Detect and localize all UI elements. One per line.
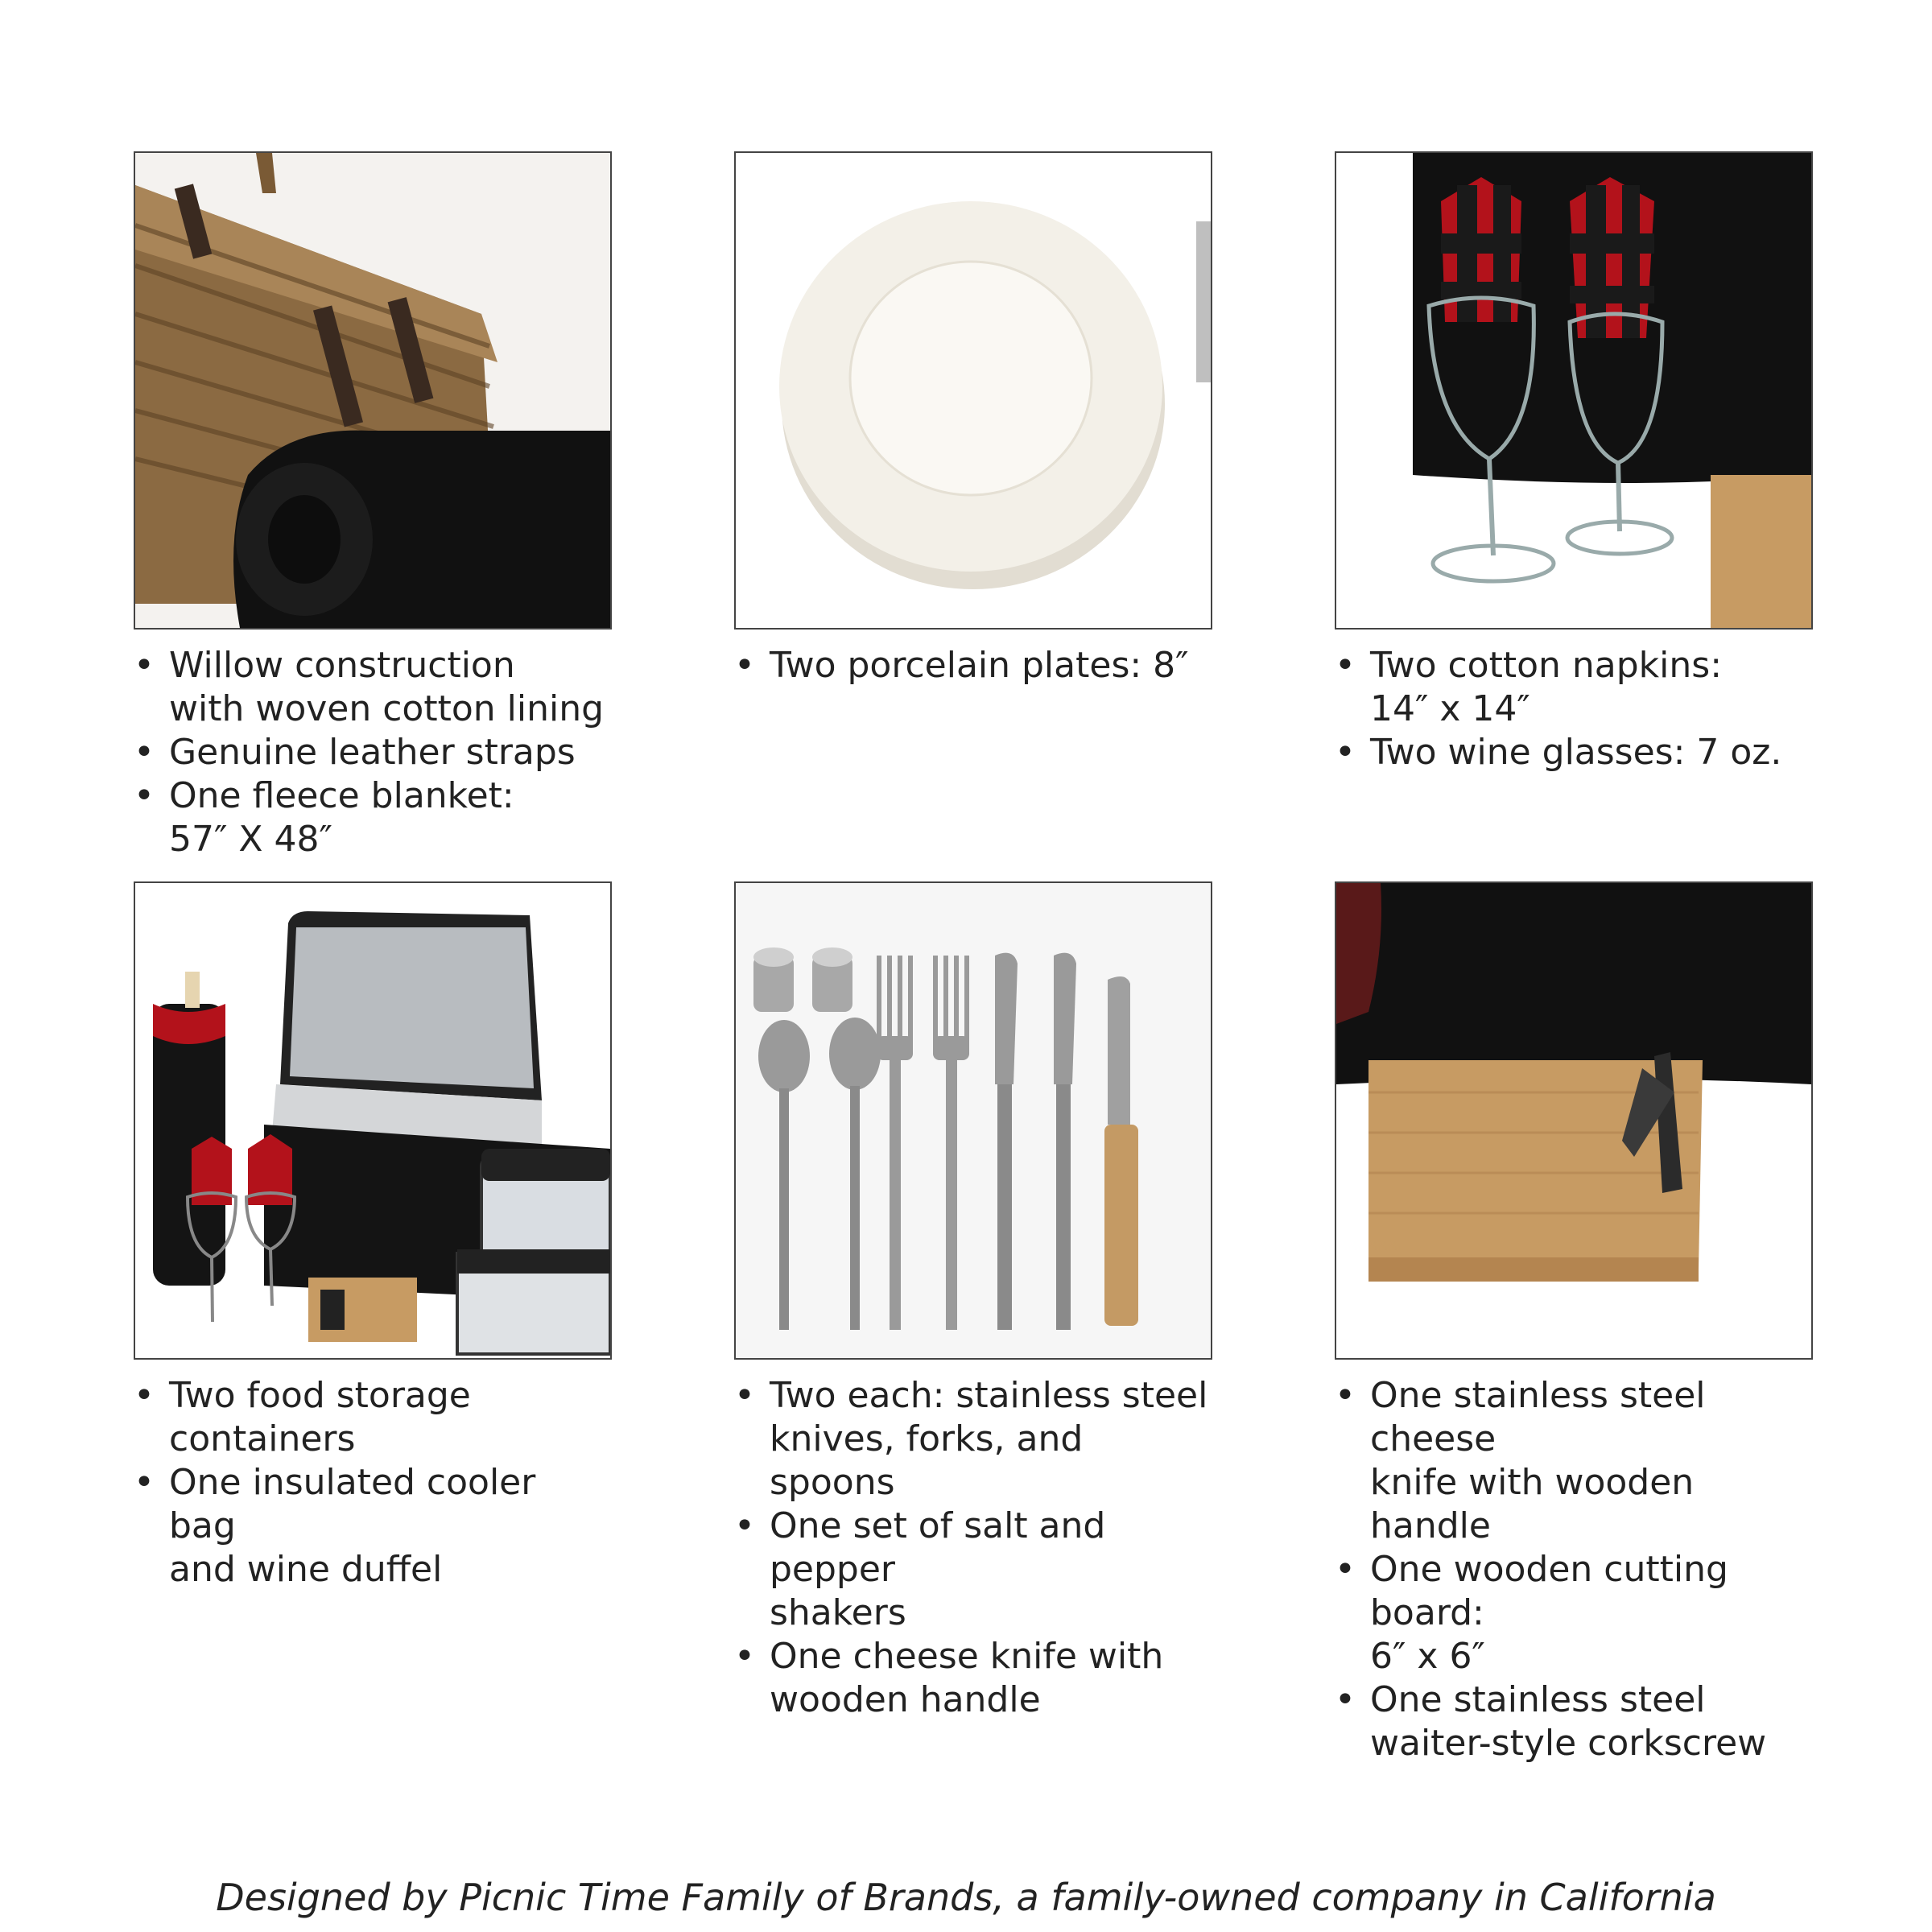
cooler-bag-icon — [135, 883, 610, 1358]
feature-item: • One wooden cutting board: 6″ x 6″ — [1335, 1548, 1811, 1678]
feature-item: • Two each: stainless steel knives, forks, and spoons — [734, 1374, 1211, 1505]
feature-item: • One set of salt and pepper shakers — [734, 1505, 1211, 1635]
feature-item: • Willow construction with woven cotton lining — [134, 644, 610, 731]
feature-list — [134, 1374, 610, 1591]
board-photo — [1335, 881, 1813, 1360]
feature-item: • Two porcelain plates: 8″ — [734, 644, 1211, 687]
feature-item: • One stainless steel waiter-style corkscrew — [1335, 1678, 1811, 1765]
cutlery-photo — [734, 881, 1212, 1360]
picnic-basket-icon — [135, 153, 610, 628]
plates-icon — [736, 153, 1211, 628]
feature-list — [734, 644, 1211, 687]
feature-item: • One fleece blanket: 57″ X 48″ — [134, 774, 610, 861]
feature-item: • Two food storage containers — [134, 1374, 610, 1461]
cutlery-icon — [736, 883, 1211, 1358]
product-panel-glasses — [1335, 151, 1811, 774]
feature-item: • Genuine leather straps — [134, 731, 610, 774]
wine-glasses-icon — [1336, 153, 1811, 628]
feature-list — [1335, 644, 1811, 774]
feature-item: • Two wine glasses: 7 oz. — [1335, 731, 1811, 774]
basket-photo — [134, 151, 612, 630]
feature-list — [134, 644, 610, 861]
footer-credit: Designed by Picnic Time Family of Brands, a family-owned company in California — [216, 1876, 1716, 1919]
feature-item: • One stainless steel cheese knife with wooden handle — [1335, 1374, 1811, 1548]
product-panel-plates — [734, 151, 1211, 687]
feature-item: • Two cotton napkins: 14″ x 14″ — [1335, 644, 1811, 731]
cooler-photo — [134, 881, 612, 1360]
feature-list — [734, 1374, 1211, 1722]
product-panel-board — [1335, 881, 1811, 1765]
cutting-board-icon — [1336, 883, 1811, 1358]
plates-photo — [734, 151, 1212, 630]
feature-item: • One cheese knife with wooden handle — [734, 1635, 1211, 1722]
feature-item: • One insulated cooler bag and wine duffel — [134, 1461, 610, 1591]
product-panel-cooler — [134, 881, 610, 1591]
glasses-photo — [1335, 151, 1813, 630]
feature-list — [1335, 1374, 1811, 1765]
product-panel-cutlery — [734, 881, 1211, 1722]
product-panel-basket — [134, 151, 610, 861]
